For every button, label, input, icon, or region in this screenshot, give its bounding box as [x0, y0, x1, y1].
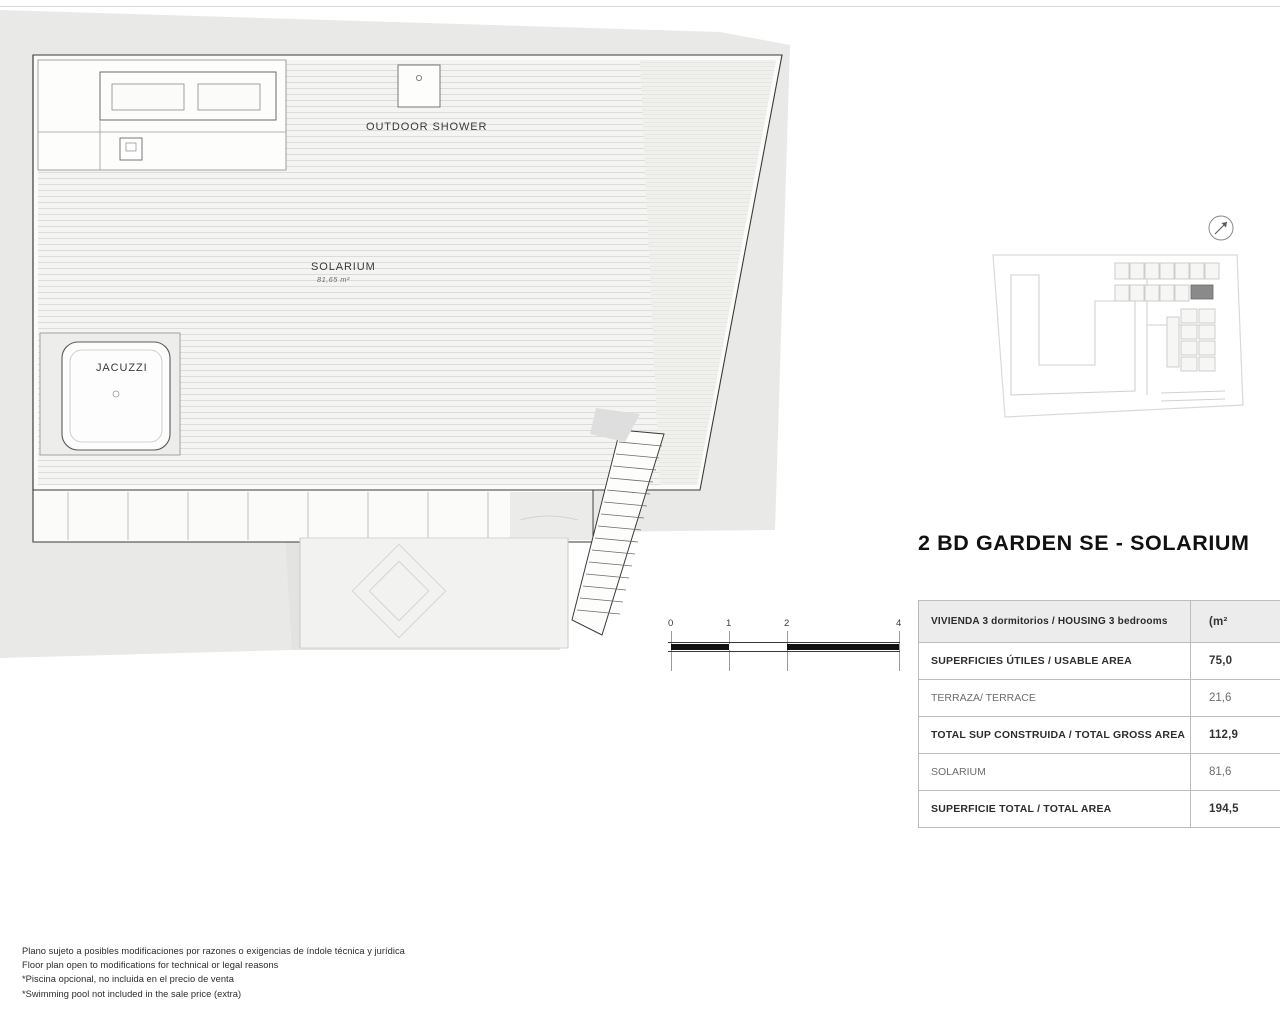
row-label: TERRAZA/ TERRACE [919, 680, 1191, 717]
row-label: TOTAL SUP CONSTRUIDA / TOTAL GROSS AREA [919, 717, 1191, 754]
table-row [919, 791, 1280, 828]
disclaimer-line-1: Plano sujeto a posibles modificaciones por razones o exigencias de índole técnica y jurídica [22, 946, 405, 956]
scale-tick-2: 2 [784, 618, 790, 629]
page-title: 2 BD GARDEN SE - SOLARIUM [918, 531, 1250, 555]
disclaimer-line-4: *Swimming pool not included in the sale price (extra) [22, 988, 242, 999]
service-block [38, 60, 286, 170]
scale-tick-4: 4 [896, 618, 902, 629]
table-header-label: VIVIENDA 3 dormitorios / HOUSING 3 bedrooms [919, 601, 1191, 643]
row-value: 75,0 [1191, 643, 1280, 680]
disclaimer-footer [22, 944, 405, 1001]
disclaimer-line-2: Floor plan open to modifications for technical or legal reasons [22, 960, 279, 971]
key-plan-site-diagram [975, 205, 1255, 445]
row-value: 112,9 [1191, 717, 1280, 754]
scale-bar [668, 618, 918, 663]
row-value: 81,6 [1191, 754, 1280, 791]
outdoor-shower-fixture [398, 65, 440, 107]
disclaimer-line-3: *Piscina opcional, no incluida en el precio de venta [22, 974, 234, 985]
solarium-plan-drawing [0, 10, 800, 700]
table-header-row [919, 601, 1280, 643]
scale-tick-1: 1 [726, 618, 732, 629]
table-row [919, 680, 1280, 717]
row-value: 194,5 [1191, 791, 1280, 828]
areas-table [918, 600, 1280, 828]
scale-tick-0: 0 [668, 618, 674, 629]
label-solarium: SOLARIUM [311, 261, 376, 273]
row-value: 21,6 [1191, 680, 1280, 717]
table-row [919, 643, 1280, 680]
north-arrow-icon [1209, 216, 1233, 240]
table-row [919, 717, 1280, 754]
label-jacuzzi: JACUZZI [96, 362, 148, 374]
label-outdoor-shower: OUTDOOR SHOWER [366, 121, 488, 133]
sheet-top-rule [0, 6, 1280, 7]
lower-planter-strip [33, 490, 593, 542]
row-label: SOLARIUM [919, 754, 1191, 791]
row-label: SUPERFICIES ÚTILES / USABLE AREA [919, 643, 1191, 680]
lower-terrace [300, 538, 568, 648]
table-row [919, 754, 1280, 791]
table-header-units: (m² [1191, 601, 1280, 643]
row-label: SUPERFICIE TOTAL / TOTAL AREA [919, 791, 1191, 828]
jacuzzi-fixture [40, 333, 180, 455]
key-plan-highlighted-unit [1191, 285, 1213, 299]
label-solarium-area: 81,65 m² [317, 275, 350, 284]
